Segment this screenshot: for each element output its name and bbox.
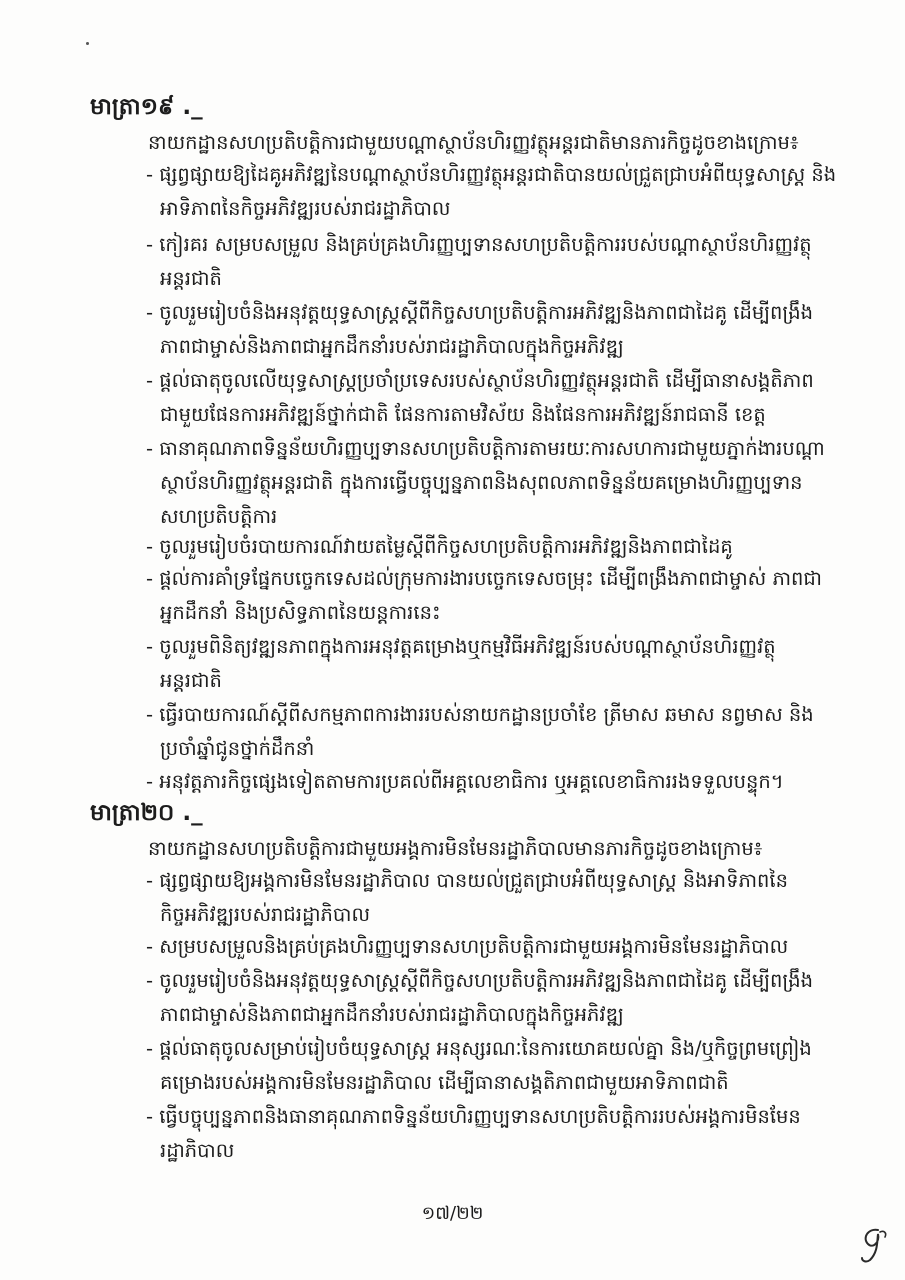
item-line: គម្រោងរបស់អង្គការមិនមែនរដ្ឋាភិបាល ដើម្បីធានាសង្គតិភាពជាមួយអាទិភាពជាតិ (160, 1071, 729, 1094)
page-number: ១៧/២២ (421, 1203, 484, 1224)
item-line: ភាពជាម្ចាស់និងភាពជាអ្នកដឹកនាំរបស់រាជរដ្ឋាភិបាលក្នុងកិច្ចអភិវឌ្ឍ (160, 335, 624, 358)
article-19-item-1 (146, 158, 858, 226)
article-19-item-4 (146, 364, 858, 432)
article-19-item-6 (146, 530, 858, 564)
article-19-item-9 (146, 698, 858, 766)
article-19-title: មាត្រា១៩ ._ (90, 94, 203, 120)
item-line: - ចូលរួមពិនិត្យវឌ្ឍនភាពក្នុងការអនុវត្តគម្រោងឬកម្មវិធីអភិវឌ្ឍន៍របស់បណ្តាស្ថាប័នហិរញ្ញវត្ថុ (146, 635, 776, 658)
item-line: - ចូលរួមរៀបចំនិងអនុវត្តយុទ្ធសាស្ត្រស្តីពីកិច្ចសហប្រតិបត្តិការអភិវឌ្ឍនិងភាពជាដៃគូ ដើម្បីពង្រឹង (146, 301, 813, 324)
item-line: រដ្ឋាភិបាល (160, 1139, 235, 1162)
scan-speck (86, 42, 89, 45)
item-line: - ធ្វើរបាយការណ៍ស្តីពីសកម្មភាពការងាររបស់នាយកដ្ឋានប្រចាំខែ ត្រីមាស ឆមាស នព្វមាស និង (146, 703, 814, 726)
article-20-title: មាត្រា២០ ._ (90, 800, 203, 826)
item-line: សហប្រតិបត្តិការ (160, 505, 278, 528)
item-line: - ផ្សព្វផ្សាយឱ្យដៃគូអភិវឌ្ឍនៃបណ្តាស្ថាប័នហិរញ្ញវត្ថុអន្តរជាតិបានយល់ជ្រួតជ្រាបអំពីយុទ្ធសាស្ត្រ និង (146, 163, 837, 186)
item-line: អន្តរជាតិ (160, 267, 222, 290)
article-20-item-2 (146, 930, 858, 964)
item-line: - ចូលរួមរៀបចំនិងអនុវត្តយុទ្ធសាស្ត្រស្តីពីកិច្ចសហប្រតិបត្តិការអភិវឌ្ឍនិងភាពជាដៃគូ ដើម្បីពង្រឹង (146, 969, 813, 992)
item-line: - ចូលរួមរៀបចំរបាយការណ៍វាយតម្លៃស្តីពីកិច្ចសហប្រតិបត្តិការអភិវឌ្ឍនិងភាពជាដៃគូ (146, 535, 733, 558)
item-line: - ធ្វើបច្ចុប្បន្នភាពនិងធានាគុណភាពទិន្នន័យហិរញ្ញប្បទានសហប្រតិបត្តិការរបស់អង្គការមិនមែន (146, 1105, 801, 1128)
item-line: - សម្របសម្រួលនិងគ្រប់គ្រងហិរញ្ញប្បទានសហប្រតិបត្តិការជាមួយអង្គការមិនមែនរដ្ឋាភិបាល (146, 935, 789, 958)
article-19-item-3 (146, 296, 858, 364)
item-line: ភាពជាម្ចាស់និងភាពជាអ្នកដឹកនាំរបស់រាជរដ្ឋាភិបាលក្នុងកិច្ចអភិវឌ្ឍ (160, 1003, 624, 1026)
item-line: អ្នកដឹកនាំ និងប្រសិទ្ធភាពនៃយន្តការនេះ (160, 601, 441, 624)
item-line: - ផ្តល់ការគាំទ្រផ្នែកបច្ចេកទេសដល់ក្រុមការងារបច្ចេកទេសចម្រុះ ដើម្បីពង្រឹងភាពជាម្ចាស់ ភាពជា (146, 567, 822, 590)
article-20-item-5 (146, 1100, 858, 1168)
article-19-item-7 (146, 562, 858, 630)
article-19-item-2 (146, 228, 858, 296)
item-line: កិច្ចអភិវឌ្ឍរបស់រាជរដ្ឋាភិបាល (160, 903, 371, 926)
article-19-item-8 (146, 630, 858, 698)
article-19-item-10 (146, 765, 858, 799)
item-line: - ផ្តល់ធាតុចូលសម្រាប់រៀបចំយុទ្ធសាស្ត្រ អនុស្សរណៈនៃការយោគយល់គ្នា និង/ឬកិច្ចព្រមព្រៀង (146, 1037, 812, 1060)
item-line: អាទិភាពនៃកិច្ចអភិវឌ្ឍរបស់រាជរដ្ឋាភិបាល (160, 197, 451, 220)
item-line: ជាមួយផែនការអភិវឌ្ឍន៍ថ្នាក់ជាតិ ផែនការតាមវិស័យ និងផែនការអភិវឌ្ឍន៍រាជធានី ខេត្ត (160, 403, 766, 426)
article-20-item-4 (146, 1032, 858, 1100)
item-line: - ធានាគុណភាពទិន្នន័យហិរញ្ញប្បទានសហប្រតិបត្តិការតាមរយៈការសហការជាមួយភ្នាក់ងារបណ្តា (146, 437, 825, 460)
article-20-item-3 (146, 964, 858, 1032)
item-line: - ផ្តល់ធាតុចូលលើយុទ្ធសាស្ត្រប្រចាំប្រទេសរបស់ស្ថាប័នហិរញ្ញវត្ថុអន្តរជាតិ ដើម្បីធានាសង្គតិភាព (146, 369, 814, 392)
handwritten-initial (856, 1224, 892, 1264)
item-line: ស្ថាប័នហិរញ្ញវត្ថុអន្តរជាតិ ក្នុងការធ្វើបច្ចុប្បន្នភាពនិងសុពលភាពទិន្នន័យគម្រោងហិរញ្ញប្បទាន (160, 471, 803, 494)
article-19-intro: នាយកដ្ឋានសហប្រតិបត្តិការជាមួយបណ្តាស្ថាប័នហិរញ្ញវត្ថុអន្តរជាតិមានភារកិច្ចដូចខាងក្រោម៖ (148, 131, 799, 154)
item-line: អន្តរជាតិ (160, 669, 222, 692)
article-20-item-1 (146, 864, 858, 932)
item-line: ប្រចាំឆ្នាំជូនថ្នាក់ដឹកនាំ (160, 737, 315, 760)
item-line: - ផ្សព្វផ្សាយឱ្យអង្គការមិនមែនរដ្ឋាភិបាល បានយល់ជ្រួតជ្រាបអំពីយុទ្ធសាស្ត្រ និងអាទិភាពនៃ (146, 869, 788, 892)
item-line: - កៀរគរ សម្របសម្រួល និងគ្រប់គ្រងហិរញ្ញប្បទានសហប្រតិបត្តិការរបស់បណ្តាស្ថាប័នហិរញ្ញវត្ថុ (146, 233, 812, 256)
article-20-intro: នាយកដ្ឋានសហប្រតិបត្តិការជាមួយអង្គការមិនមែនរដ្ឋាភិបាលមានភារកិច្ចដូចខាងក្រោម៖ (148, 837, 763, 860)
article-19-item-5 (146, 432, 858, 534)
item-line: - អនុវត្តភារកិច្ចផ្សេងទៀតតាមការប្រគល់ពីអគ្គលេខាធិការ ឬអគ្គលេខាធិការរងទទួលបន្ទុក។ (146, 770, 784, 793)
